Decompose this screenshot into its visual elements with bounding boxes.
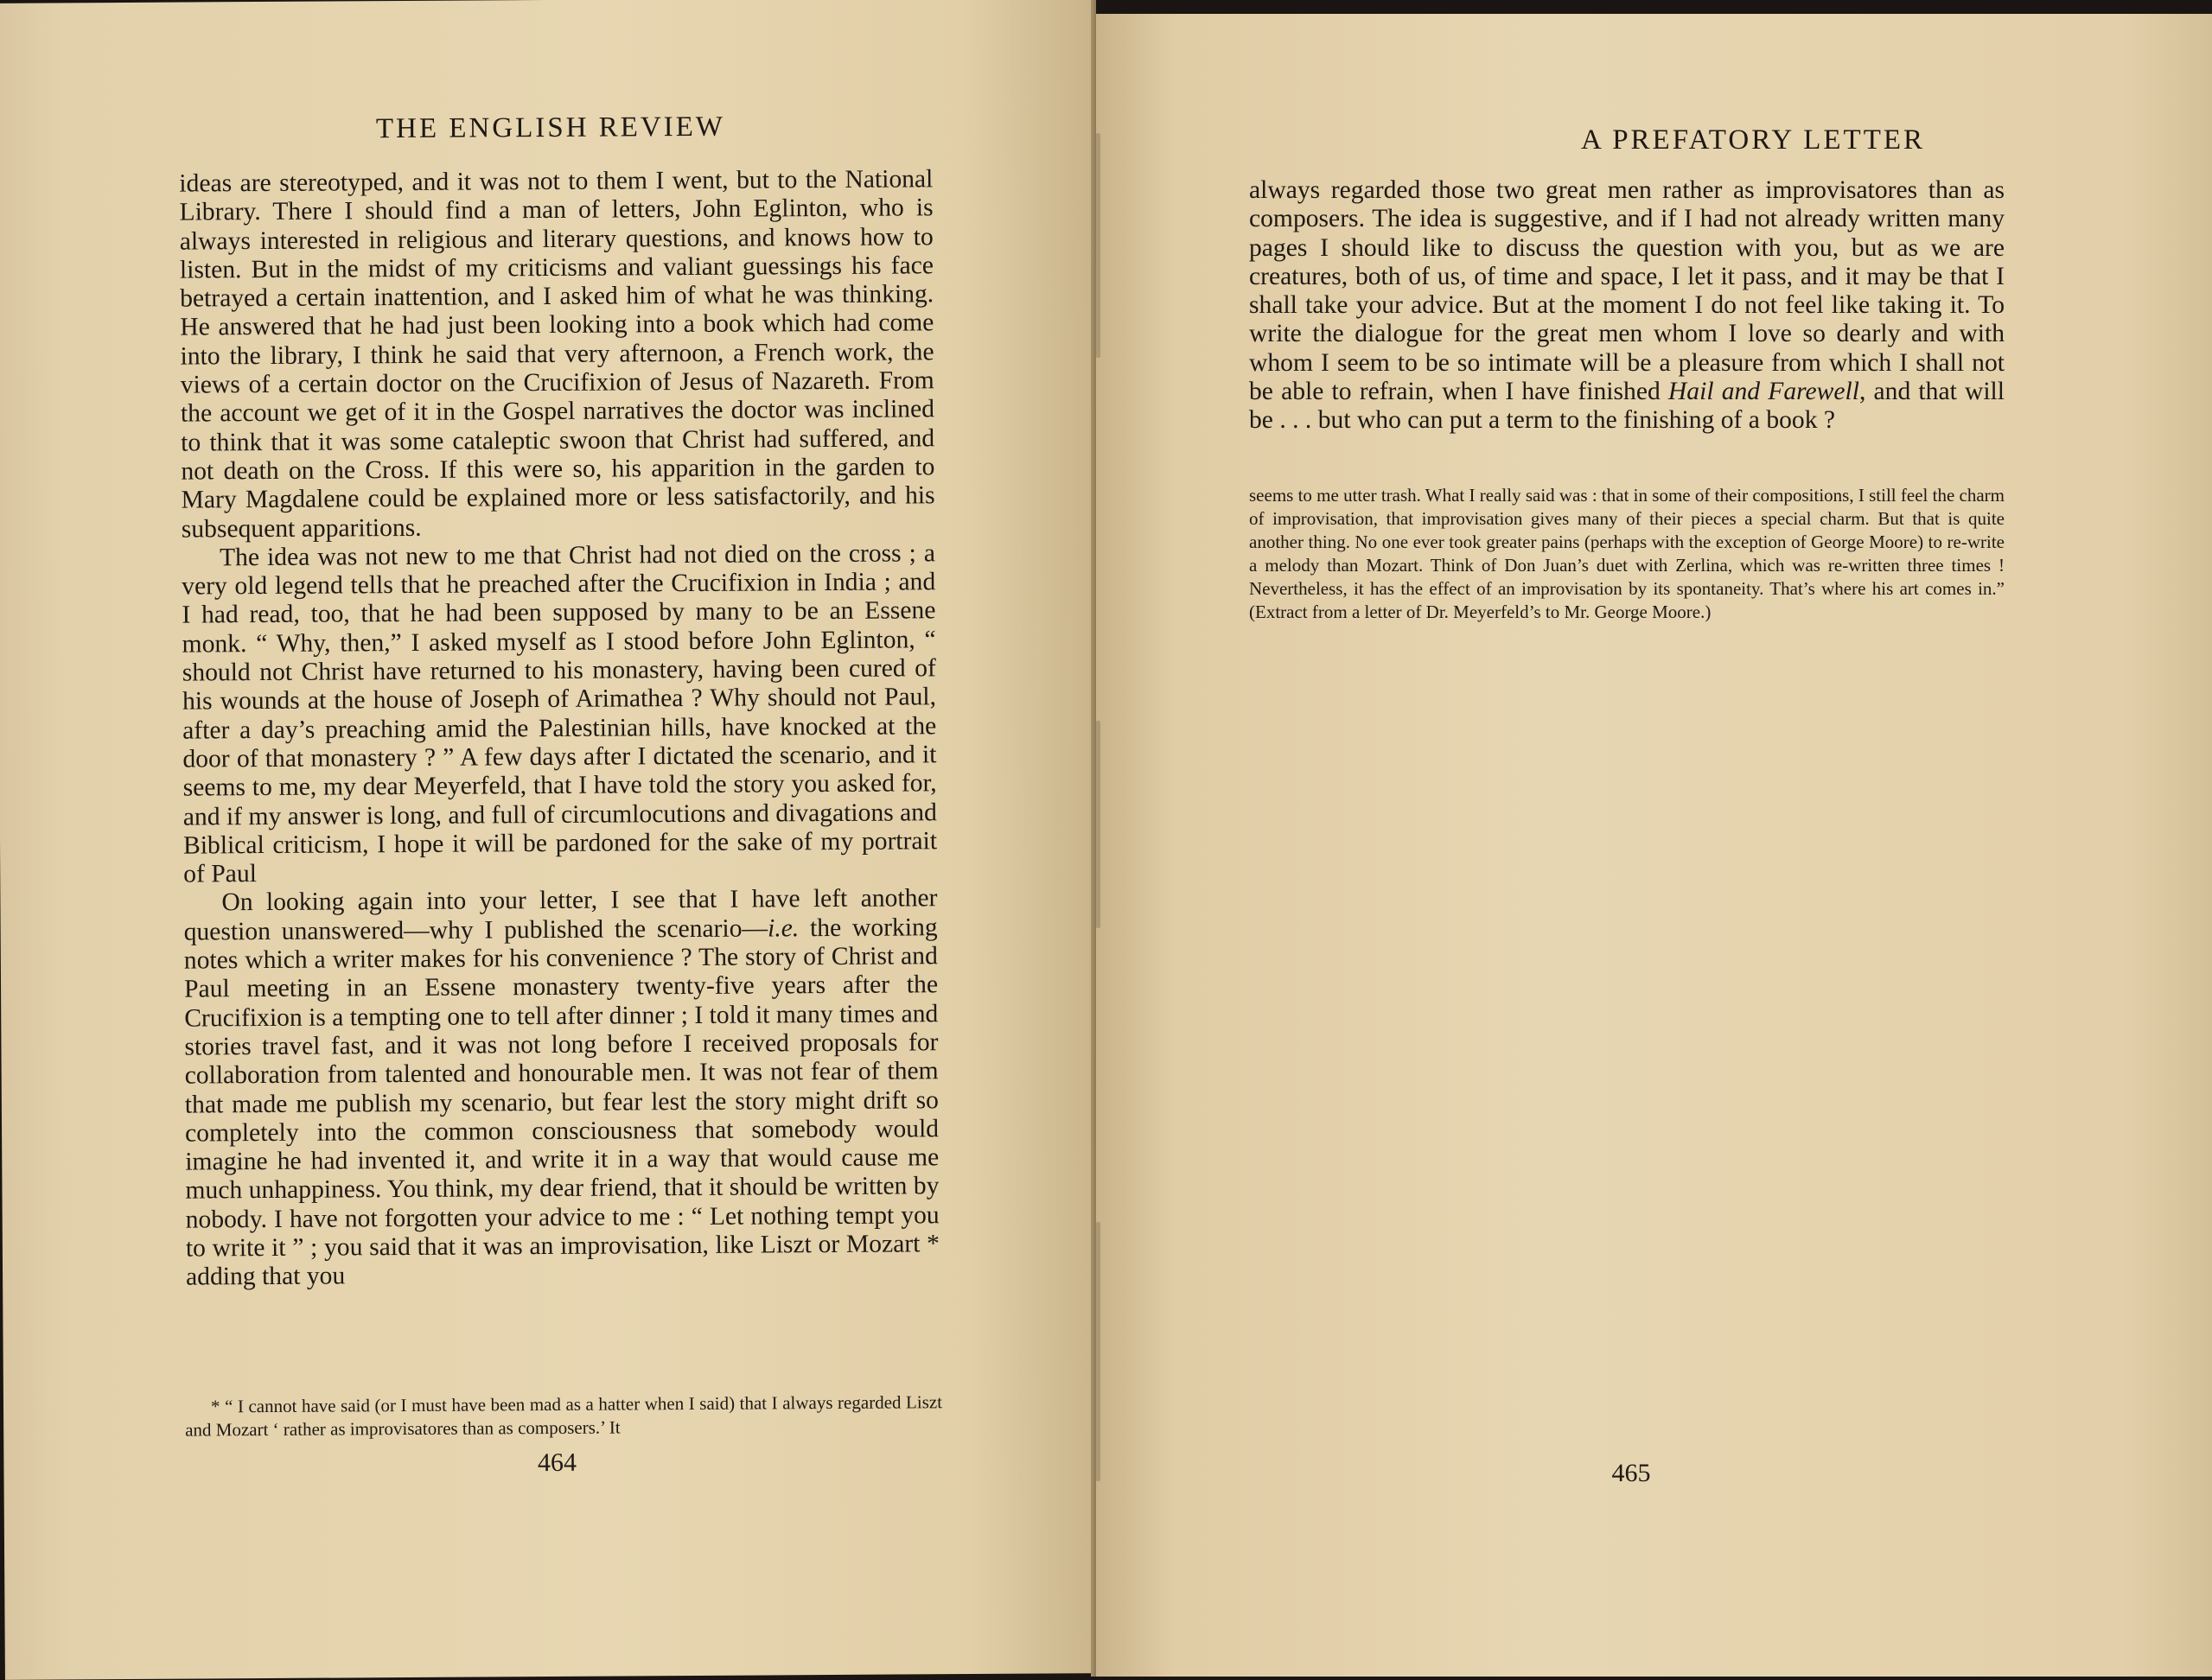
footnote-left: * “ I cannot have said (or I must have been mad as a hatter when I said) that I always regarded Liszt and Mozart ‘ rather as improvisatores than as composers.’ It [185,1391,943,1441]
paragraph: The idea was not new to me that Christ had not died on the cross ; a very old legend tells that he preached after the Crucifixion in India ; and I had read, too, that he had been supposed by many to be an Essene monk. “ Why, then,” I asked myself as I stood before John Eglinton, “ should not Christ have returned to his monastery, having been cured of his wounds at the house of Joseph of Arimathea ? Why should not Paul, after a day’s preaching amid the Palestinian hills, have knocked at the door of that monastery ? ” A few days after I dictated the scenario, and it seems to me, my dear Meyerfeld, that I have told the story you asked for, and if my answer is long, and full of circumlocutions and divagations and Biblical criticism, I hope it will be pardoned for the sake of my portrait of Paul [182,539,938,888]
binding-edge-mark [1096,721,1100,928]
page-number-right: 465 [1611,1459,1651,1487]
page-number-left: 464 [537,1448,577,1478]
left-page [0,0,1101,1680]
footnote-right: seems to me utter trash. What I really said was : that in some of their compositions, I still feel the charm of improvisation, that improvisation gives many of their pieces a special charm. But that is quite another thing. No one ever took greater pains (perhaps with the exception of George Moore) to re-write a melody than Mozart. Think of Don Juan’s duet with Zerlina, which was re-written three times ! Nevertheless, it has the effect of an improvisation by its spontaneity. That’s where his art comes in.” (Extract from a letter of Dr. Meyerfeld’s to Mr. George Moore.) [1249,485,2005,622]
binding-edge-mark [1096,133,1100,358]
paragraph-text: working notes which a writer makes for his convenience ? The story of Christ and Paul meeting in an Essene monastery twenty-five years after the Crucifixion is a tempting one to tell after dinner ; I told it many times and stories travel fast, and it was not long before I received proposals for collaboration from talented and honourable men. It was not fear of them that made me publish my scenario, but fear lest the story might drift so completely into the common consciousness that somebody would imagine he had invented it, and write it in a way that would cause me much unhappiness. You think, my dear friend, that it should be written by nobody. I have not forgotten your advice to me : “ Let nothing tempt you to write it ” ; you said that it was an improvisation, like Liszt or Mozart * adding that you [183,913,940,1291]
paragraph-text: always regarded those two great men rather as improvisatores than as composers. The idea is suggestive, and if I had not already written many pages I should like to discuss the question with you, but as we are creatures, both of us, of time and space, I let it pass, and it may be that I shall take your advice. But at the moment I do not feel like taking it. To write the dialogue for the great men whom I love so dearly and with whom I seem to be so intimate will be a pleasure from which I shall not be able to refrain, when I have finished [1249,176,2005,406]
left-body-text [179,165,940,1292]
paragraph-text: On looking again into your letter, I see that I have left another question unanswered—why I published the scenario— [183,884,938,946]
italic-abbreviation: i.e. [767,913,800,943]
paragraph: ideas are stereotyped, and it was not to them I went, but to the National Library. There I should find a man of letters, John Eglinton, who is always interested in religious and literary questions, and knows how to listen. But in the midst of my criticisms and valiant guessings his face betrayed a certain inattention, and I asked him of what he was thinking. He answered that he had just been looking into a book which had come into the library, I think he said that very afternoon, a French work, the views of a certain doctor on the Crucifixion of Jesus of Nazareth. From the account we get of it in the Gospel narratives the doctor was inclined to think that it was some cataleptic swoon that Christ had suffered, and not death on the Cross. If this were so, his apparition in the garden to Mary Magdalene could be explained more or less satisfactorily, and his subsequent apparitions. [179,165,935,544]
paragraph-text: the [799,913,842,942]
binding-edge-mark [1096,1222,1100,1481]
right-page [1096,12,2212,1677]
right-body-text [1249,176,2005,436]
book-title: Hail and Farewell [1667,378,1859,406]
paragraph-text: , and that will be . . . but who can put a term to the finishing of a book ? [1249,378,2005,435]
running-head-left: THE ENGLISH REVIEW [375,111,726,145]
paragraph [183,885,940,1292]
paragraph [1249,176,2005,436]
running-head-right: A PREFATORY LETTER [1580,124,1926,156]
top-edge-shadow [1096,0,2212,14]
